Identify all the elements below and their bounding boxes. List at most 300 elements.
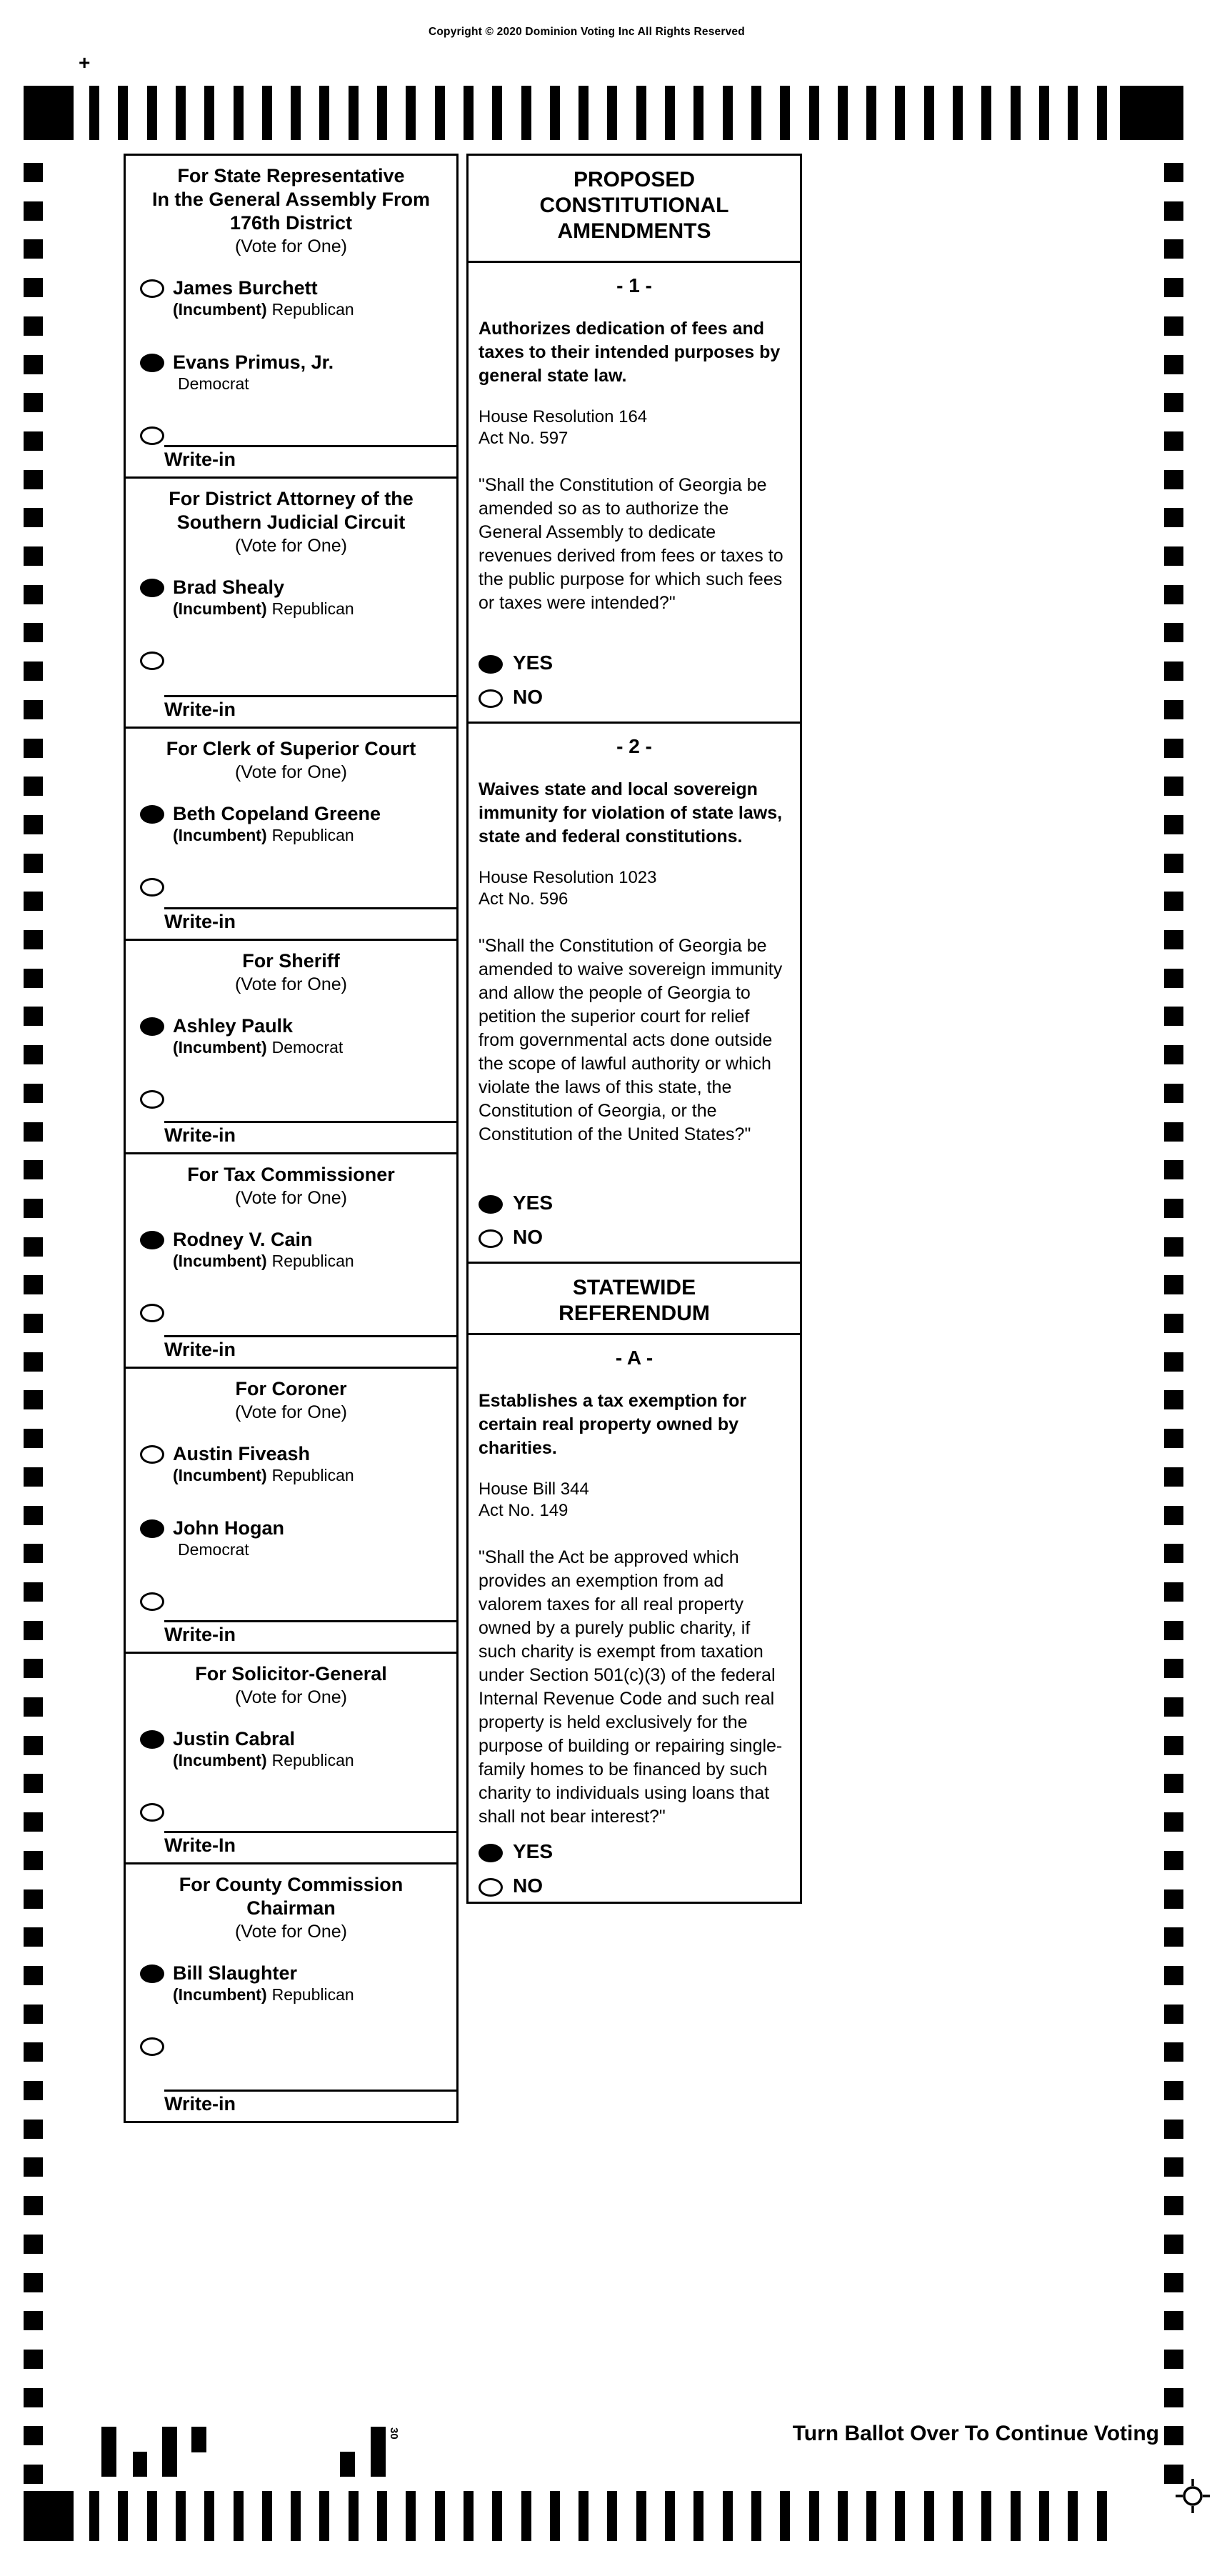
vote-instruction: (Vote for One): [234, 762, 348, 782]
contest-tax-commissioner: [124, 1152, 459, 1369]
contest-solicitor-general: [124, 1652, 459, 1864]
candidate-row: [140, 277, 456, 320]
candidate-row: [140, 1517, 456, 1560]
timing-square-left: [24, 892, 43, 911]
timing-square-left: [24, 2273, 43, 2292]
timing-bar-top: [895, 86, 905, 140]
timing-square-right: [1164, 2273, 1183, 2292]
contest-coroner: [124, 1367, 459, 1654]
write-in-oval-row: [140, 649, 456, 670]
barcode-bar: [371, 2427, 386, 2477]
timing-square-left: [24, 1390, 43, 1409]
timing-square-left: [24, 969, 43, 988]
write-in-label: Write-in: [164, 1339, 236, 1360]
write-in-label: Write-in: [164, 2093, 236, 2115]
no-choice-row: [479, 1874, 790, 1897]
timing-square-left: [24, 2426, 43, 2445]
contest-title: For Clerk of Superior Court (Vote for One): [126, 729, 456, 784]
timing-block-top-right: [1120, 86, 1183, 140]
timing-bar-top: [665, 86, 675, 140]
timing-square-left: [24, 1314, 43, 1333]
timing-square-left: [24, 316, 43, 336]
barcode-bar: [101, 2427, 116, 2477]
timing-bar-bottom: [1097, 2491, 1107, 2541]
timing-square-left: [24, 1237, 43, 1257]
timing-bar-bottom: [693, 2491, 703, 2541]
barcode-bar: [191, 2427, 206, 2452]
timing-bar-top: [176, 86, 186, 140]
yes-label: YES: [513, 1192, 554, 1214]
amendments-header: PROPOSED CONSTITUTIONAL AMENDMENTS: [469, 156, 800, 263]
timing-bar-bottom: [953, 2491, 963, 2541]
write-in-area[interactable]: [164, 695, 456, 727]
candidate-oval[interactable]: [140, 1445, 164, 1464]
timing-bar-bottom: [809, 2491, 819, 2541]
candidate-oval[interactable]: [140, 1965, 164, 1983]
timing-square-right: [1164, 930, 1183, 949]
timing-square-right: [1164, 278, 1183, 297]
vote-instruction: (Vote for One): [234, 974, 348, 994]
vote-instruction: (Vote for One): [234, 1687, 348, 1707]
timing-bar-top: [953, 86, 963, 140]
contest-title: For County Commission Chairman (Vote for One): [126, 1864, 456, 1944]
write-in-label: Write-in: [164, 449, 236, 470]
candidate-name: James Burchett: [173, 277, 318, 299]
contest-title: For District Attorney of the Southern Judicial Circuit (Vote for One): [126, 479, 456, 558]
timing-bar-top: [349, 86, 359, 140]
candidate-oval[interactable]: [140, 1017, 164, 1036]
no-label: NO: [513, 686, 543, 708]
timing-square-left: [24, 1889, 43, 1909]
timing-square-left: [24, 239, 43, 259]
vote-instruction: (Vote for One): [234, 536, 348, 556]
no-label: NO: [513, 1226, 543, 1248]
write-in-area[interactable]: [164, 1335, 456, 1367]
timing-square-right: [1164, 1659, 1183, 1678]
timing-square-right: [1164, 1774, 1183, 1793]
timing-square-right: [1164, 585, 1183, 604]
yes-oval[interactable]: [479, 1195, 503, 1214]
timing-bar-top: [838, 86, 848, 140]
write-in-oval[interactable]: [140, 878, 164, 897]
timing-block-top-left: [24, 86, 74, 140]
timing-square-right: [1164, 777, 1183, 796]
timing-bar-top: [234, 86, 244, 140]
write-in-area[interactable]: [164, 907, 456, 939]
timing-square-left: [24, 393, 43, 412]
candidate-party: (Incumbent) Republican: [173, 1751, 354, 1769]
referendum-header: STATEWIDE REFERENDUM: [469, 1264, 800, 1335]
measure-choices: [479, 640, 790, 722]
contest-state-representative: [124, 154, 459, 479]
timing-bar-bottom: [607, 2491, 617, 2541]
write-in-label: Write-in: [164, 1124, 236, 1146]
timing-square-left: [24, 355, 43, 374]
write-in-oval[interactable]: [140, 2037, 164, 2056]
timing-bar-top: [981, 86, 991, 140]
timing-bar-top: [751, 86, 761, 140]
timing-bar-bottom: [981, 2491, 991, 2541]
timing-square-right: [1164, 546, 1183, 566]
timing-square-left: [24, 1582, 43, 1602]
timing-bar-bottom: [521, 2491, 531, 2541]
timing-square-right: [1164, 1697, 1183, 1717]
timing-bar-bottom: [636, 2491, 646, 2541]
barcode-bar: [133, 2452, 147, 2477]
timing-square-right: [1164, 2005, 1183, 2024]
timing-square-right: [1164, 393, 1183, 412]
timing-square-left: [24, 1621, 43, 1640]
timing-square-left: [24, 777, 43, 796]
timing-square-right: [1164, 316, 1183, 336]
timing-bar-bottom: [176, 2491, 186, 2541]
timing-square-left: [24, 585, 43, 604]
timing-square-right: [1164, 1045, 1183, 1064]
timing-square-left: [24, 1927, 43, 1947]
candidate-name: Rodney V. Cain: [173, 1229, 313, 1250]
timing-square-right: [1164, 1275, 1183, 1294]
timing-bar-bottom: [406, 2491, 416, 2541]
timing-bar-bottom: [291, 2491, 301, 2541]
write-in-oval-row: [140, 1088, 456, 1109]
timing-square-right: [1164, 1122, 1183, 1142]
timing-bar-top: [291, 86, 301, 140]
vote-instruction: (Vote for One): [234, 1922, 348, 1942]
no-choice-row: [479, 686, 790, 709]
write-in-area[interactable]: [164, 445, 456, 476]
timing-square-left: [24, 1429, 43, 1448]
no-oval[interactable]: [479, 689, 503, 708]
timing-bar-top: [866, 86, 876, 140]
contest-title: For Coroner (Vote for One): [126, 1369, 456, 1424]
candidate-name: Brad Shealy: [173, 576, 285, 598]
write-in-oval[interactable]: [140, 1304, 164, 1322]
candidate-name: Evans Primus, Jr.: [173, 351, 334, 373]
timing-square-right: [1164, 1352, 1183, 1372]
timing-square-right: [1164, 1199, 1183, 1218]
candidate-party: (Incumbent) Republican: [173, 826, 354, 844]
timing-square-left: [24, 2157, 43, 2177]
timing-bar-top: [693, 86, 703, 140]
timing-square-left: [24, 1199, 43, 1218]
measure-question: "Shall the Constitution of Georgia be amended to waive sovereign immunity and allow the people of Georgia to petition the superior court for relief from governmental acts done outside the scope of lawful authority or which violate the laws of this state, the Constitution of Georgia, or the Constitution of the United States?": [479, 936, 783, 1144]
write-in-oval-row: [140, 424, 456, 445]
timing-square-left: [24, 163, 43, 182]
timing-square-left: [24, 1697, 43, 1717]
candidate-row: [140, 1229, 456, 1272]
timing-bar-bottom: [751, 2491, 761, 2541]
write-in-label: Write-In: [164, 1834, 236, 1856]
timing-bar-bottom: [723, 2491, 733, 2541]
candidate-row: [140, 576, 456, 619]
timing-bar-bottom: [1039, 2491, 1049, 2541]
timing-bar-top: [464, 86, 474, 140]
timing-square-left: [24, 1544, 43, 1563]
write-in-label: Write-in: [164, 699, 236, 720]
timing-square-right: [1164, 2120, 1183, 2139]
timing-bar-bottom: [147, 2491, 157, 2541]
no-oval[interactable]: [479, 1878, 503, 1897]
measure-summary: Establishes a tax exemption for certain real property owned by charities.: [479, 1391, 747, 1458]
timing-bar-top: [1097, 86, 1107, 140]
timing-bar-bottom: [1011, 2491, 1021, 2541]
timing-bar-top: [521, 86, 531, 140]
timing-bar-bottom: [89, 2491, 99, 2541]
timing-square-left: [24, 930, 43, 949]
candidate-oval[interactable]: [140, 1231, 164, 1249]
timing-bar-top: [89, 86, 99, 140]
write-in-oval-row: [140, 1590, 456, 1611]
timing-square-left: [24, 1774, 43, 1793]
timing-square-right: [1164, 1582, 1183, 1602]
candidate-oval[interactable]: [140, 579, 164, 597]
candidate-name: Justin Cabral: [173, 1728, 296, 1749]
candidate-party: (Incumbent) Republican: [173, 300, 354, 319]
candidate-party: (Incumbent) Republican: [173, 1985, 354, 2004]
timing-square-left: [24, 1122, 43, 1142]
timing-square-right: [1164, 1889, 1183, 1909]
timing-square-left: [24, 2465, 43, 2484]
timing-square-left: [24, 2005, 43, 2024]
timing-square-left: [24, 2196, 43, 2215]
timing-square-right: [1164, 2426, 1183, 2445]
timing-square-right: [1164, 2042, 1183, 2062]
timing-bar-top: [492, 86, 502, 140]
yes-oval[interactable]: [479, 1844, 503, 1862]
timing-square-left: [24, 1352, 43, 1372]
timing-square-left: [24, 2350, 43, 2369]
timing-square-left: [24, 1007, 43, 1026]
timing-bar-bottom: [377, 2491, 387, 2541]
candidate-party: (Incumbent) Democrat: [173, 1038, 344, 1057]
measure-question: "Shall the Constitution of Georgia be amended so as to authorize the General Assembly to dedicate revenues derived from fees or taxes to the public purpose for which such fees or taxes were intended?": [479, 475, 783, 613]
write-in-label: Write-in: [164, 1624, 236, 1645]
timing-bar-top: [406, 86, 416, 140]
no-choice-row: [479, 1226, 790, 1249]
timing-square-left: [24, 546, 43, 566]
timing-square-right: [1164, 1007, 1183, 1026]
timing-square-left: [24, 739, 43, 758]
timing-square-right: [1164, 969, 1183, 988]
candidate-name: John Hogan: [173, 1517, 284, 1539]
timing-bar-bottom: [319, 2491, 329, 2541]
timing-square-left: [24, 1966, 43, 1985]
timing-bar-top: [262, 86, 272, 140]
timing-bar-top: [550, 86, 560, 140]
timing-square-left: [24, 1736, 43, 1755]
write-in-oval-row: [140, 2035, 456, 2056]
timing-bar-top: [1039, 86, 1049, 140]
measure-number: - 1 -: [616, 274, 652, 296]
candidate-name: Ashley Paulk: [173, 1015, 294, 1037]
candidate-party: Democrat: [178, 1540, 249, 1559]
timing-square-left: [24, 623, 43, 642]
timing-square-left: [24, 1851, 43, 1870]
write-in-area[interactable]: [164, 2090, 456, 2121]
candidate-oval[interactable]: [140, 279, 164, 298]
timing-square-left: [24, 1659, 43, 1678]
yes-oval[interactable]: [479, 655, 503, 674]
candidate-row: [140, 1015, 456, 1058]
timing-bar-top: [924, 86, 934, 140]
measure-question: "Shall the Act be approved which provides an exemption from ad valorem taxes for all real property owned by a purely public charity, if such charity is exempt from taxation under Section 501(c)(3) of the federal Internal Revenue Code and such real property is held exclusively for the purpose of building or repairing single-family homes to be financed by such charity to individuals using loans that shall not bear interest?": [479, 1547, 783, 1827]
timing-square-right: [1164, 815, 1183, 834]
timing-bar-top: [319, 86, 329, 140]
timing-square-left: [24, 1084, 43, 1103]
timing-bar-bottom: [262, 2491, 272, 2541]
timing-square-left: [24, 1160, 43, 1179]
write-in-area[interactable]: [164, 1620, 456, 1652]
barcode-bar: [340, 2452, 355, 2477]
timing-square-right: [1164, 1812, 1183, 1832]
timing-bar-bottom: [234, 2491, 244, 2541]
write-in-oval[interactable]: [140, 426, 164, 445]
measure-choices: [479, 1829, 790, 1910]
timing-bar-top: [636, 86, 646, 140]
measure-references: House Bill 344 Act No. 149: [479, 1479, 589, 1520]
timing-square-right: [1164, 700, 1183, 719]
candidate-row: [140, 1443, 456, 1486]
candidate-oval[interactable]: [140, 805, 164, 824]
contest-county-commission-chairman: [124, 1862, 459, 2123]
vote-instruction: (Vote for One): [234, 236, 348, 256]
candidate-oval[interactable]: [140, 1730, 164, 1749]
timing-bar-top: [579, 86, 589, 140]
timing-bar-top: [118, 86, 128, 140]
candidate-row: [140, 803, 456, 846]
timing-bar-top: [809, 86, 819, 140]
timing-square-left: [24, 2235, 43, 2254]
no-oval[interactable]: [479, 1229, 503, 1248]
measure-amendment-1: [469, 263, 800, 724]
write-in-label: Write-in: [164, 911, 236, 932]
registration-plus-mark: +: [79, 51, 91, 74]
timing-square-left: [24, 2388, 43, 2407]
timing-square-left: [24, 278, 43, 297]
timing-square-left: [24, 700, 43, 719]
timing-square-right: [1164, 2350, 1183, 2369]
timing-square-right: [1164, 1429, 1183, 1448]
contest-clerk-superior-court: [124, 727, 459, 941]
yes-choice-row: [479, 652, 790, 674]
write-in-area[interactable]: [164, 1831, 456, 1862]
timing-bar-bottom: [1068, 2491, 1078, 2541]
timing-square-left: [24, 1506, 43, 1525]
timing-square-right: [1164, 2465, 1183, 2484]
contest-sheriff: [124, 939, 459, 1154]
timing-square-left: [24, 470, 43, 489]
contest-title: For Sheriff (Vote for One): [126, 941, 456, 997]
timing-bar-top: [377, 86, 387, 140]
timing-square-left: [24, 1812, 43, 1832]
timing-square-left: [24, 1045, 43, 1064]
timing-square-left: [24, 2311, 43, 2330]
yes-choice-row: [479, 1192, 790, 1214]
yes-label: YES: [513, 1840, 554, 1862]
timing-square-right: [1164, 239, 1183, 259]
timing-square-right: [1164, 470, 1183, 489]
timing-square-right: [1164, 1506, 1183, 1525]
candidate-party: (Incumbent) Republican: [173, 599, 354, 618]
timing-square-right: [1164, 1621, 1183, 1640]
measure-references: House Resolution 164 Act No. 597: [479, 407, 648, 448]
timing-square-right: [1164, 2196, 1183, 2215]
timing-square-right: [1164, 1237, 1183, 1257]
timing-square-left: [24, 2042, 43, 2062]
measures-column: [466, 154, 802, 1904]
timing-bar-bottom: [464, 2491, 474, 2541]
timing-square-right: [1164, 163, 1183, 182]
vote-instruction: (Vote for One): [234, 1402, 348, 1422]
no-label: NO: [513, 1874, 543, 1897]
timing-square-right: [1164, 1927, 1183, 1947]
turn-ballot-over-notice: Turn Ballot Over To Continue Voting: [792, 2422, 1159, 2445]
timing-bar-bottom: [838, 2491, 848, 2541]
measure-summary: Waives state and local sovereign immunity for violation of state laws, state and federal constitutions.: [479, 779, 783, 847]
candidate-row: [140, 1962, 456, 2005]
measure-choices: [479, 1180, 790, 1262]
timing-square-right: [1164, 1851, 1183, 1870]
candidate-oval[interactable]: [140, 1519, 164, 1538]
timing-square-right: [1164, 355, 1183, 374]
timing-square-right: [1164, 1736, 1183, 1755]
timing-square-right: [1164, 2081, 1183, 2100]
candidate-row: [140, 1728, 456, 1771]
write-in-oval[interactable]: [140, 652, 164, 670]
candidate-row: [140, 351, 456, 394]
candidate-name: Bill Slaughter: [173, 1962, 298, 1984]
timing-square-left: [24, 854, 43, 873]
yes-label: YES: [513, 652, 554, 674]
timing-square-right: [1164, 1084, 1183, 1103]
measure-amendment-2: [469, 724, 800, 1264]
timing-square-left: [24, 431, 43, 451]
timing-bar-bottom: [550, 2491, 560, 2541]
measure-number: - A -: [615, 1347, 653, 1369]
candidate-oval[interactable]: [140, 354, 164, 372]
write-in-oval-row: [140, 1302, 456, 1322]
measure-references: House Resolution 1023 Act No. 596: [479, 868, 657, 909]
timing-square-right: [1164, 662, 1183, 681]
timing-bar-top: [147, 86, 157, 140]
timing-square-right: [1164, 508, 1183, 527]
timing-square-right: [1164, 431, 1183, 451]
contest-title: For State Representative In the General Assembly From 176th District (Vote for One): [126, 156, 456, 259]
timing-square-right: [1164, 1160, 1183, 1179]
timing-bar-top: [204, 86, 214, 140]
write-in-oval[interactable]: [140, 1592, 164, 1611]
write-in-area[interactable]: [164, 1121, 456, 1152]
timing-square-right: [1164, 2388, 1183, 2407]
timing-bar-top: [1068, 86, 1078, 140]
timing-square-left: [24, 201, 43, 221]
write-in-oval-row: [140, 1801, 456, 1822]
timing-square-right: [1164, 623, 1183, 642]
write-in-oval[interactable]: [140, 1090, 164, 1109]
candidate-party: Democrat: [178, 374, 249, 393]
timing-bar-bottom: [118, 2491, 128, 2541]
measure-number: - 2 -: [616, 735, 652, 757]
timing-square-right: [1164, 2235, 1183, 2254]
write-in-oval[interactable]: [140, 1803, 164, 1822]
candidate-party: (Incumbent) Republican: [173, 1466, 354, 1484]
measure-referendum-a: [469, 1335, 800, 1910]
timing-bar-bottom: [579, 2491, 589, 2541]
measure-summary: Authorizes dedication of fees and taxes to their intended purposes by general state law.: [479, 319, 781, 386]
timing-square-right: [1164, 892, 1183, 911]
timing-square-right: [1164, 1467, 1183, 1487]
contests-column: [124, 154, 459, 2123]
